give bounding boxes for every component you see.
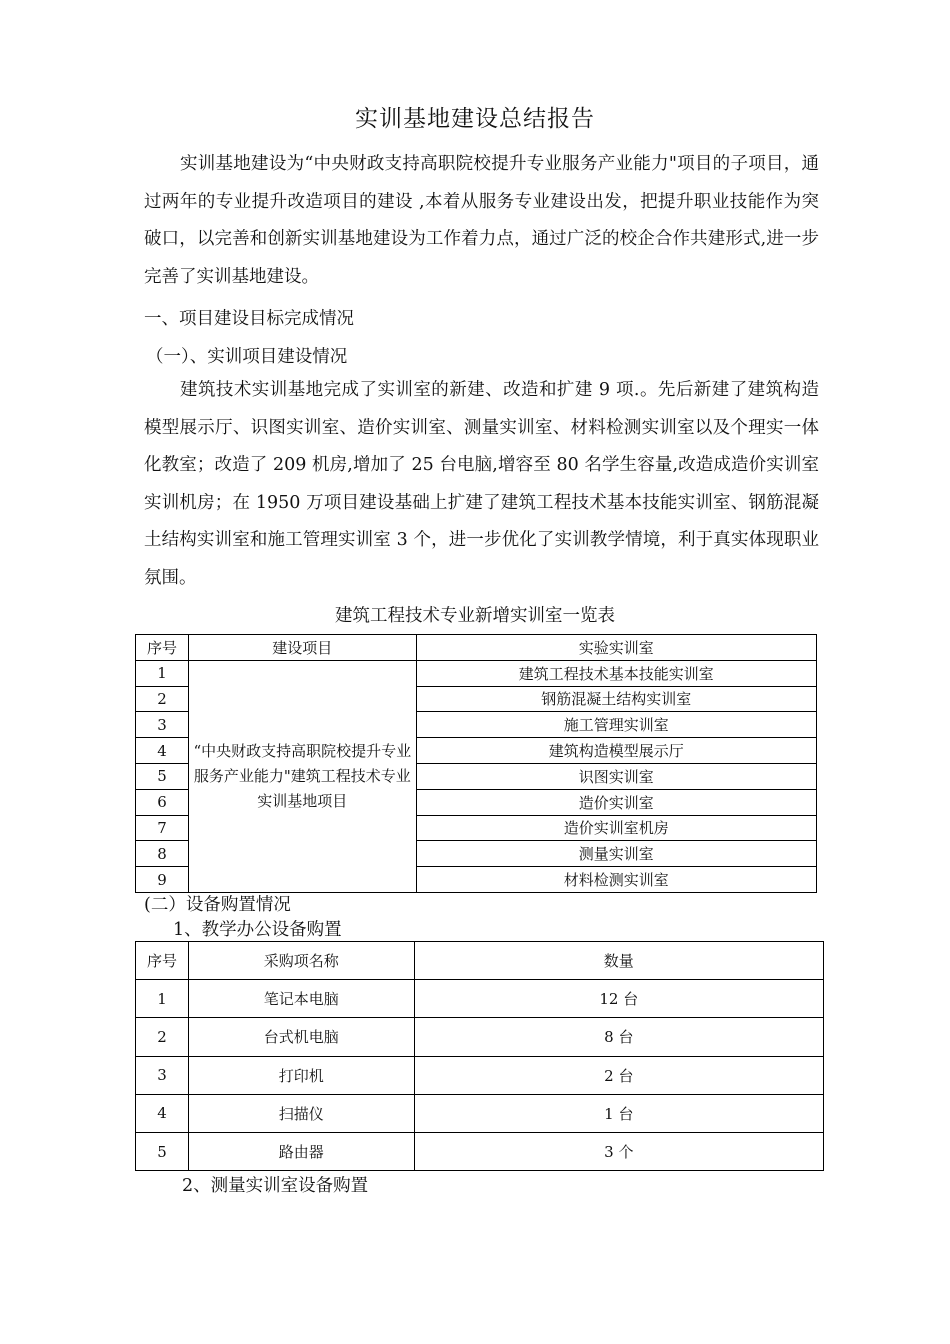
table1-caption: 建筑工程技术专业新增实训室一览表 bbox=[335, 606, 615, 626]
row-no: 1 bbox=[136, 980, 189, 1018]
row-quantity: 8 台 bbox=[414, 1018, 823, 1056]
row-lab: 测量实训室 bbox=[416, 841, 816, 867]
header-lab: 实验实训室 bbox=[416, 635, 816, 661]
row-item-name: 路由器 bbox=[188, 1132, 414, 1170]
header-no: 序号 bbox=[136, 942, 189, 980]
row-no: 9 bbox=[136, 867, 189, 893]
header-project: 建设项目 bbox=[188, 635, 416, 661]
header-quantity: 数量 bbox=[414, 942, 823, 980]
table-row bbox=[136, 980, 824, 1018]
row-lab: 造价实训室机房 bbox=[416, 815, 816, 841]
row-no: 4 bbox=[136, 738, 189, 764]
row-lab: 建筑构造模型展示厅 bbox=[416, 738, 816, 764]
subsection-heading-2: (二）设备购置情况 bbox=[144, 895, 291, 915]
row-item-name: 台式机电脑 bbox=[188, 1018, 414, 1056]
row-no: 3 bbox=[136, 712, 189, 738]
header-no: 序号 bbox=[136, 635, 189, 661]
row-lab: 识图实训室 bbox=[416, 763, 816, 789]
table-row bbox=[136, 660, 817, 686]
row-no: 2 bbox=[136, 1018, 189, 1056]
page-title: 实训基地建设总结报告 bbox=[355, 106, 595, 132]
row-lab: 建筑工程技术基本技能实训室 bbox=[416, 660, 816, 686]
project-name-cell: “中央财政支持高职院校提升专业服务产业能力"建筑工程技术专业实训基地项目 bbox=[188, 660, 416, 892]
row-no: 5 bbox=[136, 1132, 189, 1170]
section-heading-1: 一、项目建设目标完成情况 bbox=[144, 309, 354, 329]
row-no: 5 bbox=[136, 763, 189, 789]
equipment-heading-2: 2、测量实训室设备购置 bbox=[182, 1176, 369, 1196]
row-no: 3 bbox=[136, 1056, 189, 1094]
row-lab: 造价实训室 bbox=[416, 789, 816, 815]
table-row bbox=[136, 1132, 824, 1170]
row-quantity: 2 台 bbox=[414, 1056, 823, 1094]
row-item-name: 笔记本电脑 bbox=[188, 980, 414, 1018]
subsection-heading-1: （一）、实训项目建设情况 bbox=[146, 347, 348, 367]
new-labs-table bbox=[135, 634, 817, 893]
header-item-name: 采购项名称 bbox=[188, 942, 414, 980]
row-no: 1 bbox=[136, 660, 189, 686]
row-item-name: 扫描仪 bbox=[188, 1094, 414, 1132]
table-row bbox=[136, 1094, 824, 1132]
table-row bbox=[136, 1018, 824, 1056]
office-equipment-table bbox=[135, 941, 824, 1171]
row-item-name: 打印机 bbox=[188, 1056, 414, 1094]
table-row bbox=[136, 1056, 824, 1094]
row-quantity: 12 台 bbox=[414, 980, 823, 1018]
row-quantity: 3 个 bbox=[414, 1132, 823, 1170]
row-quantity: 1 台 bbox=[414, 1094, 823, 1132]
row-no: 7 bbox=[136, 815, 189, 841]
table-header-row bbox=[136, 942, 824, 980]
row-no: 2 bbox=[136, 686, 189, 712]
row-lab: 钢筋混凝土结构实训室 bbox=[416, 686, 816, 712]
row-no: 8 bbox=[136, 841, 189, 867]
intro-paragraph: 实训基地建设为“中央财政支持高职院校提升专业服务产业能力"项目的子项目，通过两年的专业提升改造项目的建设 ,本着从服务专业建设出发，把提升职业技能作为突破口，以完善和创新实训基地建设为工作着力点，通过广泛的校企合作共建形式,进一步完善了实训基地建设。 bbox=[144, 154, 819, 287]
row-no: 6 bbox=[136, 789, 189, 815]
table-header-row bbox=[136, 635, 817, 661]
row-lab: 施工管理实训室 bbox=[416, 712, 816, 738]
row-lab: 材料检测实训室 bbox=[416, 867, 816, 893]
row-no: 4 bbox=[136, 1094, 189, 1132]
equipment-heading-1: 1、教学办公设备购置 bbox=[173, 920, 342, 940]
lab-construction-paragraph: 建筑技术实训基地完成了实训室的新建、改造和扩建 9 项.。先后新建了建筑构造模型展示厅、识图实训室、造价实训室、测量实训室、材料检测实训室以及个理实一体化教室；改造了 209 机房,增加了 25 台电脑,增容至 80 名学生容量,改造成造价实训室实训机房；在 1950 万项目建设基础上扩建了建筑工程技术基本技能实训室、钢筋混凝土结构实训室和施工管理实训室 3 个，进一步优化了实训教学情境，利于真实体现职业氛围。 bbox=[144, 380, 819, 588]
